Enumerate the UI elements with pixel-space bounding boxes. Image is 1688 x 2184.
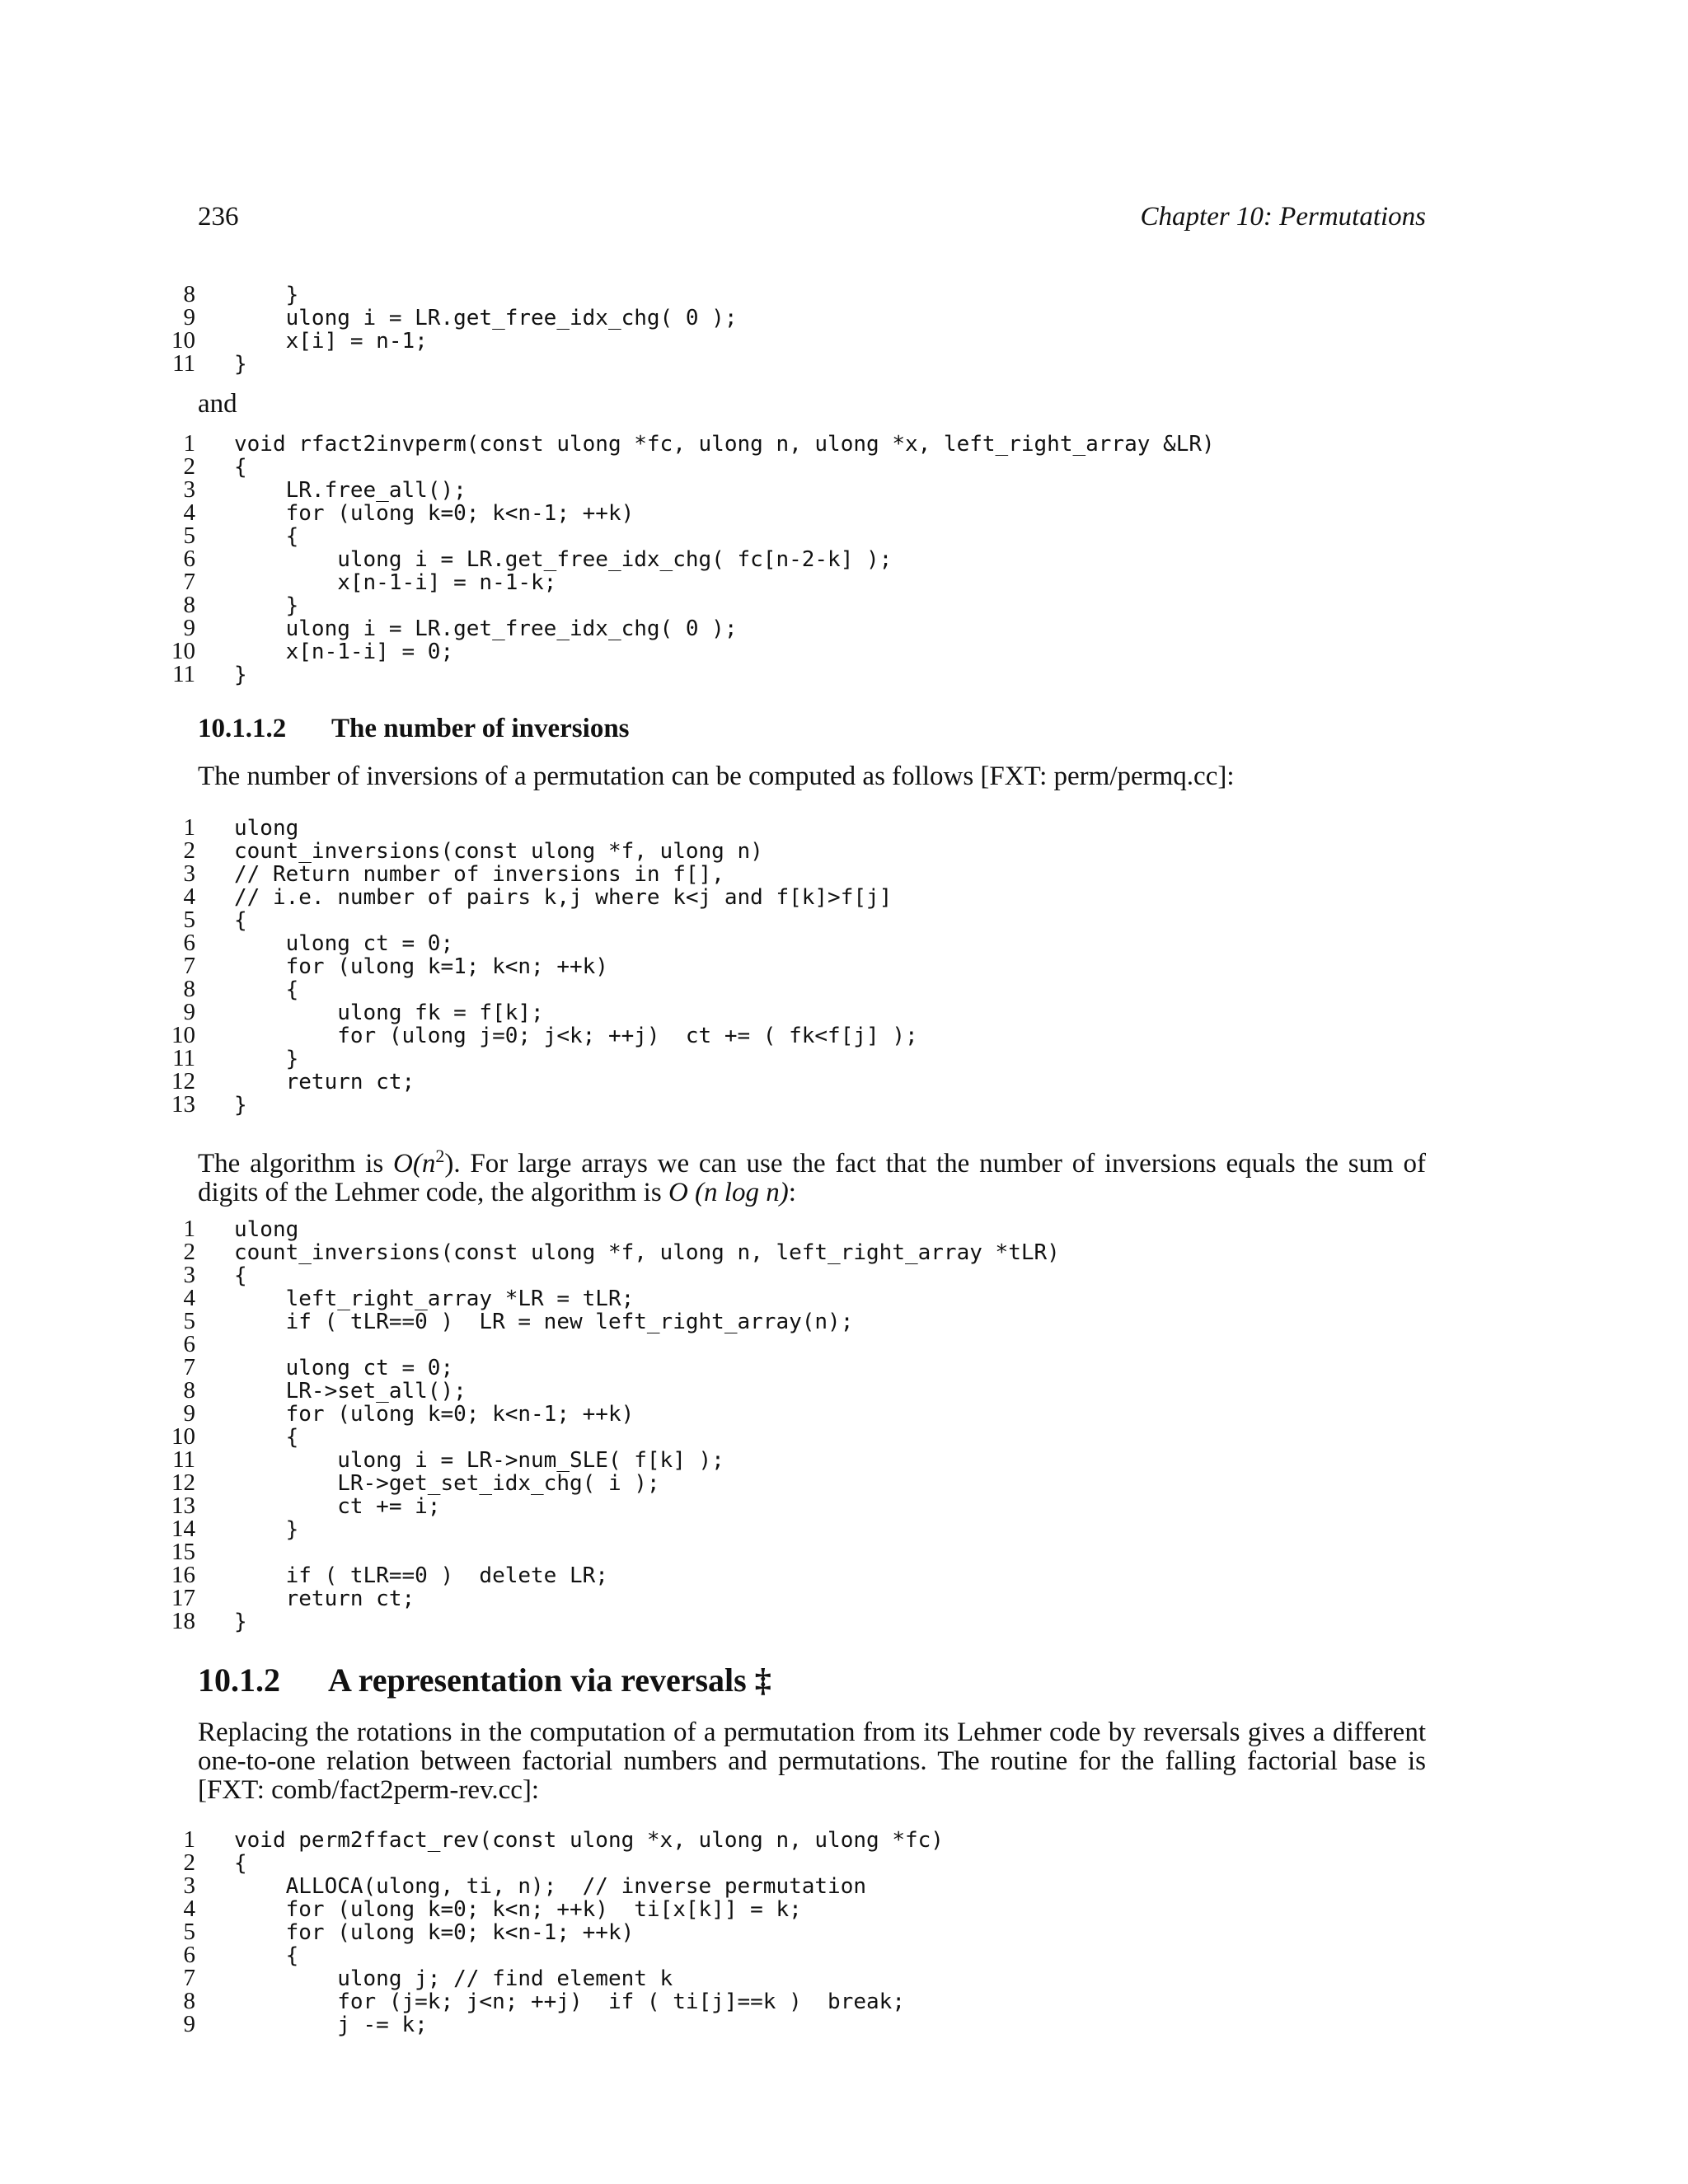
code-line — [161, 1310, 1060, 1333]
code-text: } — [234, 593, 299, 618]
code-line — [161, 663, 1215, 686]
code-line — [161, 1333, 1060, 1356]
paragraph-complexity — [198, 1141, 1426, 1207]
code-line — [161, 547, 1215, 570]
code-text: for (ulong k=0; k<n-1; ++k) — [234, 1402, 635, 1427]
code-text: x[n-1-i] = 0; — [234, 640, 454, 664]
complexity-text-b: ). For large arrays we can use the fact that the number of inversions equals the sum of digits of the Lehmer code, the algorithm is — [198, 1149, 1426, 1207]
code-text: x[i] = n-1; — [234, 329, 428, 354]
code-text: count_inversions(const ulong *f, ulong n) — [234, 839, 763, 864]
code-line — [161, 1471, 1060, 1494]
running-head: Chapter 10: Permutations — [1140, 202, 1426, 232]
code-line — [161, 885, 918, 908]
code-text: ulong ct = 0; — [234, 931, 454, 956]
line-number: 9 — [183, 615, 195, 641]
code-line — [161, 570, 1215, 593]
code-text: ulong i = LR.get_free_idx_chg( 0 ); — [234, 306, 738, 330]
line-number: 7 — [183, 953, 195, 979]
code-listing-5 — [161, 1828, 944, 2036]
line-number: 10 — [171, 638, 195, 664]
line-number: 9 — [183, 304, 195, 330]
code-text: for (ulong j=0; j<k; ++j) ct += ( fk<f[j] ); — [234, 1024, 918, 1048]
line-number: 11 — [172, 661, 195, 687]
big-o-quadratic: O(n — [393, 1149, 436, 1179]
section-title: A representation via reversals ‡ — [328, 1661, 771, 1699]
line-number: 18 — [171, 1608, 195, 1634]
line-number: 16 — [171, 1562, 195, 1588]
code-text: { — [234, 1851, 247, 1876]
line-number: 8 — [183, 592, 195, 618]
code-text: ulong — [234, 1217, 299, 1242]
page-header — [198, 202, 1426, 243]
section-heading — [198, 1661, 771, 1699]
code-line — [161, 283, 737, 306]
code-line — [161, 1990, 944, 2013]
line-number: 9 — [183, 999, 195, 1025]
code-line — [161, 1851, 944, 1874]
line-number: 7 — [183, 1965, 195, 1991]
code-line — [161, 977, 918, 1001]
line-number: 13 — [171, 1493, 195, 1519]
code-text: } — [234, 352, 247, 377]
code-line — [161, 839, 918, 862]
big-o-nlogn: O (n log n) — [668, 1178, 789, 1207]
code-line — [161, 1943, 944, 1966]
section-number: 10.1.2 — [198, 1661, 280, 1699]
line-number: 11 — [172, 1045, 195, 1071]
line-number: 4 — [183, 883, 195, 910]
code-text: for (ulong k=1; k<n; ++k) — [234, 954, 608, 979]
line-number: 17 — [171, 1585, 195, 1611]
code-line — [161, 1263, 1060, 1286]
code-listing-3 — [161, 816, 918, 1116]
code-line — [161, 1563, 1060, 1586]
line-number: 10 — [171, 1423, 195, 1450]
line-number: 1 — [183, 430, 195, 457]
code-line — [161, 1379, 1060, 1402]
line-number: 5 — [183, 523, 195, 549]
code-text: for (ulong k=0; k<n; ++k) ti[x[k]] = k; — [234, 1897, 802, 1922]
line-number: 13 — [171, 1091, 195, 1118]
line-number: 9 — [183, 2011, 195, 2037]
line-number: 4 — [183, 1896, 195, 1922]
code-text: } — [234, 663, 247, 687]
line-number: 1 — [183, 1216, 195, 1242]
line-number: 5 — [183, 1308, 195, 1334]
code-text: count_inversions(const ulong *f, ulong n, left_right_array *tLR) — [234, 1240, 1060, 1265]
subsection-heading — [198, 714, 630, 744]
code-line — [161, 455, 1215, 478]
code-text: ulong — [234, 816, 299, 841]
code-text: } — [234, 1610, 247, 1634]
code-line — [161, 1047, 918, 1070]
line-number: 3 — [183, 860, 195, 887]
code-line — [161, 1494, 1060, 1517]
code-text: void rfact2invperm(const ulong *fc, ulong n, ulong *x, left_right_array &LR) — [234, 432, 1215, 457]
code-text: ulong j; // find element k — [234, 1966, 673, 1991]
line-number: 11 — [172, 350, 195, 377]
subsection-number: 10.1.1.2 — [198, 714, 287, 743]
paragraph-reversals: Replacing the rotations in the computation of a permutation from its Lehmer code by reversals gives a different one-to-one relation between factorial numbers and permutations. The routine for the falling factorial base is [FXT: comb/fact2perm-rev.cc]: — [198, 1718, 1426, 1805]
line-number: 15 — [171, 1539, 195, 1565]
line-number: 6 — [183, 1942, 195, 1968]
code-line — [161, 1920, 944, 1943]
code-text: } — [234, 283, 299, 307]
code-line — [161, 1586, 1060, 1610]
code-line — [161, 1402, 1060, 1425]
line-number: 8 — [183, 1988, 195, 2014]
code-text: ulong i = LR->num_SLE( f[k] ); — [234, 1448, 724, 1473]
code-text: if ( tLR==0 ) delete LR; — [234, 1563, 608, 1588]
code-line — [161, 1966, 944, 1990]
paragraph-inversions: The number of inversions of a permutation can be computed as follows [FXT: perm/permq.cc]: — [198, 762, 1235, 791]
code-text: ALLOCA(ulong, ti, n); // inverse permutation — [234, 1874, 867, 1899]
code-text: } — [234, 1047, 299, 1071]
complexity-text-a: The algorithm is — [198, 1149, 394, 1179]
code-text: LR->get_set_idx_chg( i ); — [234, 1471, 660, 1496]
complexity-text-c: : — [788, 1178, 796, 1207]
exponent: 2 — [435, 1146, 445, 1166]
code-text: { — [234, 977, 299, 1002]
line-number: 1 — [183, 814, 195, 841]
code-text: for (ulong k=0; k<n-1; ++k) — [234, 501, 635, 526]
code-line — [161, 816, 918, 839]
line-number: 7 — [183, 1354, 195, 1380]
line-number: 2 — [183, 1849, 195, 1876]
line-number: 12 — [171, 1469, 195, 1496]
line-number: 9 — [183, 1400, 195, 1427]
line-number: 6 — [183, 1331, 195, 1357]
code-line — [161, 1356, 1060, 1379]
line-number: 1 — [183, 1826, 195, 1853]
code-line — [161, 1093, 918, 1116]
line-number: 5 — [183, 907, 195, 933]
code-line — [161, 1517, 1060, 1540]
line-number: 3 — [183, 1262, 195, 1288]
code-line — [161, 954, 918, 977]
code-line — [161, 501, 1215, 524]
line-number: 10 — [171, 1022, 195, 1048]
code-line — [161, 1610, 1060, 1633]
code-line — [161, 2013, 944, 2036]
code-line — [161, 432, 1215, 455]
page-number: 236 — [198, 202, 239, 232]
code-text: for (ulong k=0; k<n-1; ++k) — [234, 1920, 635, 1945]
line-number: 2 — [183, 453, 195, 480]
code-line — [161, 524, 1215, 547]
code-line — [161, 616, 1215, 640]
connector-text: and — [198, 389, 237, 419]
code-text: j -= k; — [234, 2013, 428, 2037]
code-line — [161, 1874, 944, 1897]
line-number: 5 — [183, 1919, 195, 1945]
code-text: // i.e. number of pairs k,j where k<j and f[k]>f[j] — [234, 885, 893, 910]
line-number: 11 — [172, 1446, 195, 1473]
line-number: 10 — [171, 327, 195, 354]
code-text: ulong ct = 0; — [234, 1356, 454, 1380]
code-text: { — [234, 1263, 247, 1288]
code-line — [161, 1286, 1060, 1310]
line-number: 8 — [183, 976, 195, 1002]
code-line — [161, 640, 1215, 663]
code-text: void perm2ffact_rev(const ulong *x, ulong n, ulong *fc) — [234, 1828, 944, 1853]
code-listing-1 — [161, 283, 737, 375]
code-text: return ct; — [234, 1070, 415, 1094]
code-line — [161, 1217, 1060, 1240]
code-text: x[n-1-i] = n-1-k; — [234, 570, 557, 595]
line-number: 6 — [183, 930, 195, 956]
code-line — [161, 1240, 1060, 1263]
code-text: { — [234, 1425, 299, 1450]
code-line — [161, 931, 918, 954]
line-number: 8 — [183, 281, 195, 307]
code-text: { — [234, 455, 247, 480]
line-number: 2 — [183, 837, 195, 864]
code-text: { — [234, 524, 299, 549]
code-line — [161, 1024, 918, 1047]
line-number: 4 — [183, 499, 195, 526]
code-line — [161, 1425, 1060, 1448]
code-text: ct += i; — [234, 1494, 441, 1519]
line-number: 6 — [183, 546, 195, 572]
code-text: ulong i = LR.get_free_idx_chg( fc[n-2-k] ); — [234, 547, 893, 572]
code-text: LR->set_all(); — [234, 1379, 467, 1404]
code-listing-4 — [161, 1217, 1060, 1633]
code-text: left_right_array *LR = tLR; — [234, 1286, 635, 1311]
code-text: for (j=k; j<n; ++j) if ( ti[j]==k ) break; — [234, 1990, 905, 2014]
subsection-title: The number of inversions — [331, 714, 630, 743]
line-number: 14 — [171, 1516, 195, 1542]
code-text: // Return number of inversions in f[], — [234, 862, 724, 887]
line-number: 7 — [183, 569, 195, 595]
code-line — [161, 593, 1215, 616]
code-line — [161, 352, 737, 375]
code-text: return ct; — [234, 1586, 415, 1611]
code-text: ulong fk = f[k]; — [234, 1001, 544, 1025]
code-text: LR.free_all(); — [234, 478, 467, 503]
code-text: { — [234, 1943, 299, 1968]
code-listing-2 — [161, 432, 1215, 686]
code-line — [161, 306, 737, 329]
code-line — [161, 1448, 1060, 1471]
code-line — [161, 329, 737, 352]
code-line — [161, 1001, 918, 1024]
code-line — [161, 478, 1215, 501]
line-number: 4 — [183, 1285, 195, 1311]
line-number: 2 — [183, 1239, 195, 1265]
line-number: 12 — [171, 1068, 195, 1094]
code-line — [161, 862, 918, 885]
code-line — [161, 1070, 918, 1093]
code-text: } — [234, 1093, 247, 1118]
line-number: 8 — [183, 1377, 195, 1404]
code-line — [161, 1828, 944, 1851]
code-text: if ( tLR==0 ) LR = new left_right_array(n); — [234, 1310, 854, 1334]
code-text: ulong i = LR.get_free_idx_chg( 0 ); — [234, 616, 738, 641]
code-line — [161, 1540, 1060, 1563]
line-number: 3 — [183, 476, 195, 503]
code-text: } — [234, 1517, 299, 1542]
code-line — [161, 908, 918, 931]
line-number: 3 — [183, 1872, 195, 1899]
code-text: { — [234, 908, 247, 933]
code-line — [161, 1897, 944, 1920]
